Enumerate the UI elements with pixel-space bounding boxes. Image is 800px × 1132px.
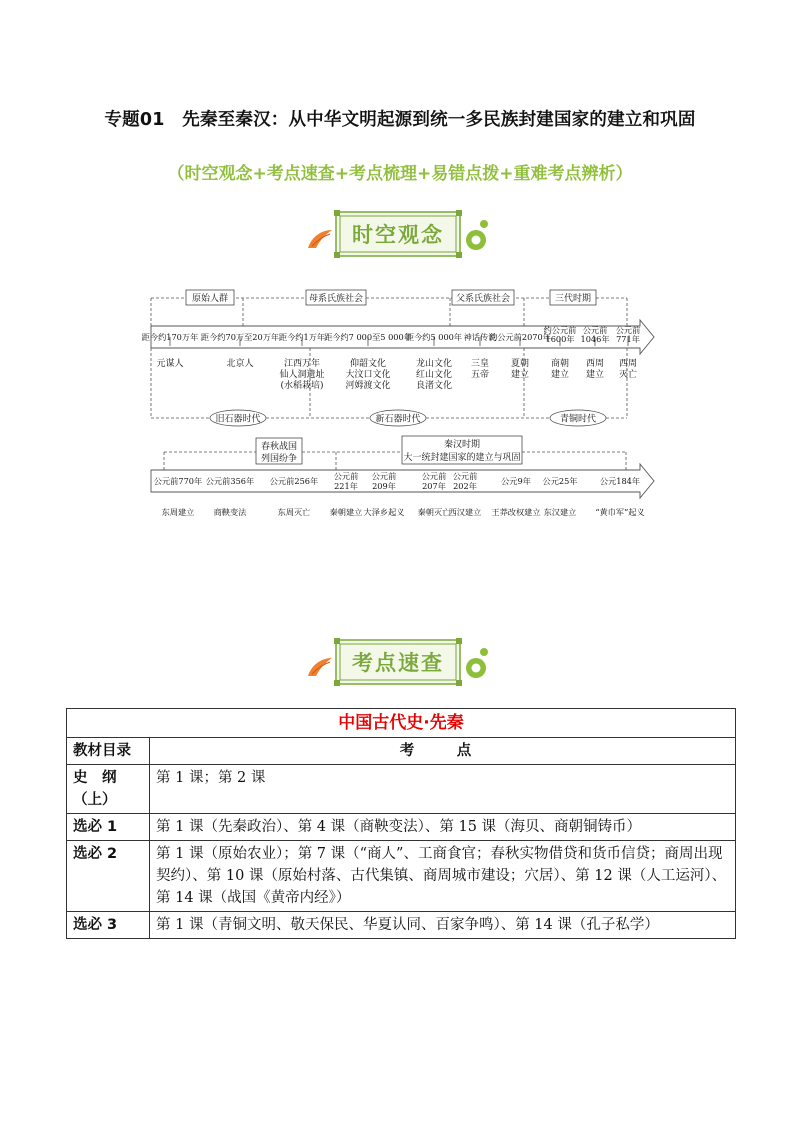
col-header-directory: 教材目录 (67, 738, 150, 765)
upper-date-label: 公元前 (615, 325, 641, 335)
lower-date-label: 公元184年 (599, 476, 641, 486)
upper-event-label: 夏朝 (510, 359, 530, 369)
lower-date-label: 公元25年 (542, 476, 578, 486)
lower-date-label: 公元9年 (501, 476, 531, 486)
era-label: 旧石器时代 (215, 414, 261, 425)
page-subtitle: （时空观念+考点速查+考点梳理+易错点拨+重难考点辨析） (167, 164, 633, 184)
upper-event-label: 元谋人 (156, 359, 184, 369)
lower-event-label: 西汉建立 (448, 507, 482, 517)
upper-event-label: 三皇 (470, 359, 490, 369)
upper-event-label: 龙山文化 (415, 359, 453, 369)
lower-event-label: “黄巾军”起义 (595, 507, 645, 517)
upper-event-label: 建立 (585, 370, 605, 380)
lower-date-label: 209年 (372, 481, 396, 491)
social-stage-labels (186, 290, 596, 305)
table-row (67, 841, 736, 912)
circle-dot-icon (466, 220, 488, 250)
upper-event-label: 仰韶文化 (349, 359, 387, 369)
table-row (67, 765, 736, 814)
row-label: 选必 3 (67, 912, 150, 939)
upper-event-label: 北京人 (226, 359, 254, 369)
upper-date-label: 距今约1万年 (278, 332, 326, 342)
row-label: 选必 2 (67, 841, 150, 912)
lower-date-label: 公元前356年 (205, 476, 255, 486)
upper-event-label: 大汶口文化 (345, 370, 391, 380)
period-label: 列国纷争 (260, 454, 298, 464)
knowledge-table (66, 708, 736, 939)
lower-date-label: 202年 (453, 481, 477, 491)
upper-date-label: 距今约170万年 (141, 332, 199, 342)
lower-event-label: 商鞅变法 (213, 507, 247, 517)
lower-date-label: 公元前770年 (153, 476, 203, 486)
upper-event-label: 良渚文化 (415, 381, 453, 391)
upper-event-label: 红山文化 (415, 370, 453, 380)
leaf-icon (308, 230, 332, 248)
era-label: 新石器时代 (375, 414, 421, 425)
lower-event-label: 秦朝建立 (329, 507, 363, 517)
upper-event-label: 西周 (585, 359, 605, 369)
upper-date-label: 距今约5 000年 (405, 332, 463, 342)
upper-date-label: 神话传说 (463, 332, 497, 342)
upper-event-label: 西周 (618, 359, 638, 369)
lower-date-label: 公元前 (333, 471, 359, 481)
upper-event-label: 建立 (550, 370, 570, 380)
upper-event-label: 江西万年 (283, 359, 321, 369)
col-header-points: 考 点 (150, 738, 736, 765)
upper-date-label: 距今约7 000至5 000年 (324, 332, 412, 342)
upper-date-label: 1046年 (580, 334, 610, 344)
row-label-line: （上） (73, 792, 117, 808)
upper-date-label: 1600年 (545, 334, 575, 344)
lower-event-label: 东周灭亡 (277, 507, 311, 517)
lower-date-label: 公元前 (452, 471, 478, 481)
upper-event-label: 河姆渡文化 (345, 381, 391, 391)
lower-date-label: 公元前 (421, 471, 447, 481)
row-content: 第 1 课；第 2 课 (150, 765, 736, 814)
quicklook-badge-label: 考点速查 (352, 651, 444, 675)
row-content: 第 1 课（青铜文明、敬天保民、华夏认同、百家争鸣）、第 14 课（孔子私学） (150, 912, 736, 939)
stage-label: 父系氏族社会 (455, 294, 511, 304)
lower-event-label: 王莽改权建立 (491, 507, 541, 517)
period-label: 秦汉时期 (443, 440, 481, 450)
page-title: 专题01 先秦至秦汉：从中华文明起源到统一多民族封建国家的建立和巩固 (104, 110, 696, 130)
table-row (67, 814, 736, 841)
lower-date-label: 公元前256年 (269, 476, 319, 486)
row-label-line: 史 纲 (73, 770, 117, 786)
upper-event-label: 建立 (510, 370, 530, 380)
row-content: 第 1 课（原始农业）；第 7 课（“商人”、工商食官；春秋实物借贷和货币信贷；商周出现契约）、第 10 课（原始村落、古代集镇、商周城市建设；穴居）、第 12 课（人工运河）、第 14 课（战国《黄帝内经》） (150, 841, 736, 912)
upper-event-label: (水稻栽培) (280, 381, 324, 391)
table-heading-row (67, 709, 736, 738)
row-label: 选必 1 (67, 814, 150, 841)
timeline-badge-label: 时空观念 (352, 223, 444, 247)
timeline-diagram (140, 286, 660, 526)
upper-date-label: 771年 (616, 334, 640, 344)
table-row (67, 912, 736, 939)
period-label: 春秋战国 (260, 442, 298, 452)
lower-period-labels (256, 436, 522, 464)
lower-event-label: 东周建立 (161, 507, 195, 517)
upper-date-label: 公元前 (582, 325, 608, 335)
lower-event-label: 大泽乡起义 (363, 507, 405, 517)
lower-event-label: 秦朝灭亡 (417, 507, 451, 517)
stage-label: 原始人群 (191, 294, 229, 304)
upper-date-label: 约公元前 (543, 325, 577, 335)
lower-date-label: 公元前 (371, 471, 397, 481)
lower-event-label: 东汉建立 (543, 507, 577, 517)
table-header-row (67, 738, 736, 765)
period-label: 大一统封建国家的建立与巩固 (403, 453, 521, 463)
upper-event-label: 五帝 (470, 370, 490, 380)
circle-dot-icon (466, 648, 488, 678)
upper-event-label: 灭亡 (618, 370, 638, 380)
lower-date-label: 221年 (334, 481, 358, 491)
stage-label: 母系氏族社会 (308, 294, 364, 304)
era-label: 青铜时代 (559, 414, 597, 425)
stage-label: 三代时期 (554, 294, 592, 304)
upper-event-label: 商朝 (550, 359, 570, 369)
quicklook-badge (296, 634, 496, 692)
leaf-icon (308, 658, 332, 676)
upper-date-label: 距今约70万至20万年 (200, 332, 280, 342)
upper-date-label: 约公元前2070年 (489, 332, 551, 342)
upper-event-label: 仙人洞遗址 (279, 370, 325, 380)
row-label (67, 765, 150, 814)
table-heading: 中国古代史·先秦 (67, 709, 736, 738)
lower-date-label: 207年 (422, 481, 446, 491)
row-content: 第 1 课（先秦政治）、第 4 课（商鞅变法）、第 15 课（海贝、商朝铜铸币） (150, 814, 736, 841)
timeline-badge (296, 206, 496, 264)
